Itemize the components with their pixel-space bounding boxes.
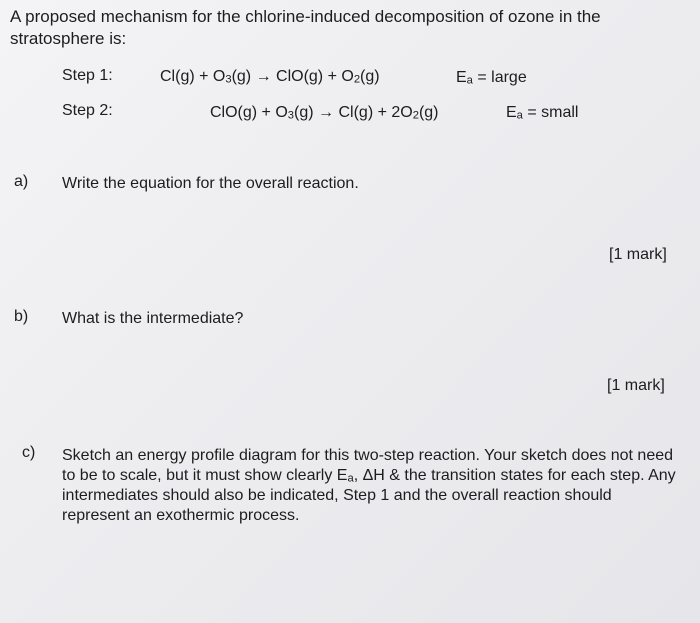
question-b-text: What is the intermediate? — [62, 310, 244, 327]
question-c-label: c) — [22, 444, 36, 461]
step-2-equation: $ClO(g) + O_3(g) \to Cl(g) + 2O_2(g)$ — [210, 104, 439, 122]
step-1-activation-energy: $E_a$ = large — [456, 69, 527, 87]
step-1-label: Step 1: — [62, 67, 113, 84]
question-c-text: Sketch an energy profile diagram for this two-step reaction. Your sketch does not need to be to scale, but it must show clearly $E_a$, ΔH & the transition states for each step. Any intermediates should also be indicated, Step 1 and the overall reaction should represent an exothermic process. — [62, 447, 676, 524]
question-b-mark: [1 mark] — [607, 377, 665, 394]
question-a-text: Write the equation for the overall reaction. — [62, 175, 359, 192]
question-b-label: b) — [14, 308, 29, 325]
step-2-activation-energy: $E_a$ = small — [506, 104, 579, 122]
step-1-equation: $Cl(g) + O_3(g) \to ClO(g) + O_2(g)$ — [160, 68, 380, 86]
question-a-mark: [1 mark] — [609, 246, 667, 263]
question-a-label: a) — [14, 173, 29, 190]
step-2-label: Step 2: — [62, 102, 113, 119]
intro-text: A proposed mechanism for the chlorine-induced decomposition of ozone in the stratosphere is: — [10, 7, 601, 48]
